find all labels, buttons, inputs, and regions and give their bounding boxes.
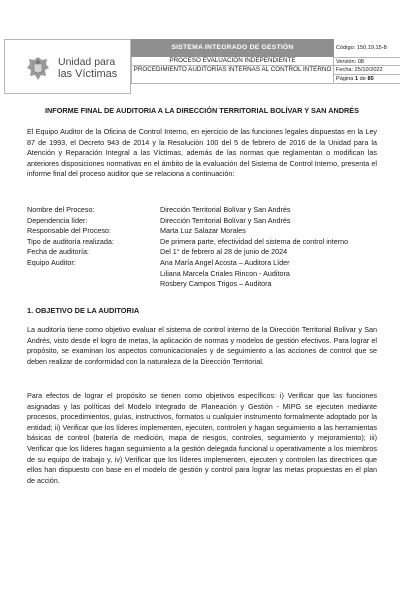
procedure-name: PROCEDIMIENTO AUDITORÍAS INTERNAS AL CONTROL INTERNO: [131, 66, 334, 84]
info-label: Dependencia líder:: [27, 215, 88, 225]
document-header-table: [4, 39, 398, 94]
report-title: INFORME FINAL DE AUDITORIA A LA DIRECCIÓN TERRITORIAL BOLÍVAR Y SAN ANDRÉS: [44, 106, 360, 115]
info-value: Rosbery Campos Trigos – Auditora: [160, 279, 272, 289]
info-row: [27, 279, 387, 290]
specific-objectives-paragraph: Para efectos de lograr el propósito se tienen como objetivos específicos: i) Verificar que las funciones asignadas y las políticas del Modelo Integrado de Planeación y Gestión - MIPG se ejecuten mediante procesos, procedimientos, guías, instructivos, formatos u cualquier instrumento formalmente adoptado por la entidad; ii) Verificar que los líderes implementen, ejecuten, controlen y hagan seguimiento a las herramientas básicas de control (batería de medición, mapa de riesgos, controles, seguimiento y mejoramiento); iii) Verificar que los líderes hagan seguimiento a la gestión delegada funcional u operativamente a los miembros de su equipo de trabajo y, iv) Verificar que los líderes implementen, ejecuten y controlen las directrices que ellos han dispuesto con base en el modelo de gestión y control para lograr las metas propuestas en el plan de acción.: [27, 391, 377, 485]
document-version: Versión: 08: [334, 57, 400, 66]
info-row: [27, 258, 387, 269]
info-row: [27, 226, 387, 237]
info-value: Dirección Territorial Bolívar y San Andrés: [160, 205, 291, 214]
section-heading: 1. OBJETIVO DE LA AUDITORIA: [27, 306, 140, 315]
info-value: Del 1° de febrero al 28 de junio de 2024: [160, 247, 288, 257]
info-value: Marta Luz Salazar Morales: [160, 226, 246, 236]
info-row: [27, 269, 387, 280]
info-label: Nombre del Proceso:: [27, 205, 95, 214]
document-date: Fecha: 25/10/2022: [334, 66, 400, 75]
logo-wordmark: [58, 56, 117, 80]
info-label: [27, 279, 160, 290]
logo-line-1: Unidad para: [58, 56, 116, 68]
page-total: 85: [367, 76, 374, 82]
info-label: Tipo de auditoría realizada:: [27, 236, 114, 246]
info-row: [27, 247, 387, 258]
info-row: [27, 237, 387, 248]
info-row: [27, 205, 387, 216]
audit-info-list: [27, 205, 387, 290]
entity-logo: [4, 39, 131, 94]
process-name: PROCESO EVALUACIÓN INDEPENDIENTE: [131, 57, 334, 66]
info-value: Dirección Territorial Bolívar y San Andrés: [160, 215, 291, 225]
info-label: [27, 269, 160, 280]
info-value: Ana María Angel Acosta – Auditora Líder: [160, 257, 290, 267]
info-value: Liliana Marcela Criales Rincon - Auditora: [160, 268, 290, 278]
intro-paragraph: El Equipo Auditor de la Oficina de Control Interno, en ejercicio de las funciones legales dispuestas en la Ley 87 de 1993, el Decreto 943 de 2014 y la Resolución 100 del 5 de febrero de 2016 de la Unidad para la Atención y Reparación Integral a las Víctimas, además de las normas que reglamentan o modifican las anteriores disposiciones normativas en el ámbito de la evaluación del Sistema de Control Interno, presenta el informe final del proceso auditor que se relaciona a continuación:: [27, 127, 377, 179]
objective-paragraph: La auditoría tiene como objetivo evaluar el sistema de control interno de la Dirección Territorial Bolívar y San Andrés, visto desde el logro de metas, la aplicación de normas y modelos de gestión efectivos. Para lograr el propósito, se examinan los aspectos comunicacionales y de seguimiento a las acciones de control que se deben realizar de conformidad con la naturaleza de la Dirección Territorial.: [27, 325, 377, 366]
page-number: 1: [354, 76, 359, 82]
info-label: Fecha de auditoría:: [27, 247, 89, 257]
info-label: Equipo Auditor:: [27, 257, 76, 267]
page-prefix: Página: [336, 76, 355, 82]
logo-line-2: las Víctimas: [58, 68, 118, 80]
info-row: [27, 216, 387, 227]
coat-of-arms-icon: [25, 56, 51, 82]
info-label: Responsable del Proceso:: [27, 226, 111, 236]
page-counter: [334, 75, 400, 84]
page-separator: de: [358, 76, 368, 82]
info-value: De primera parte, efectividad del sistema de control interno: [160, 236, 349, 246]
system-name: SISTEMA INTEGRADO DE GESTIÓN: [131, 39, 334, 57]
document-code: Código: 150,19,15-8: [336, 45, 387, 51]
